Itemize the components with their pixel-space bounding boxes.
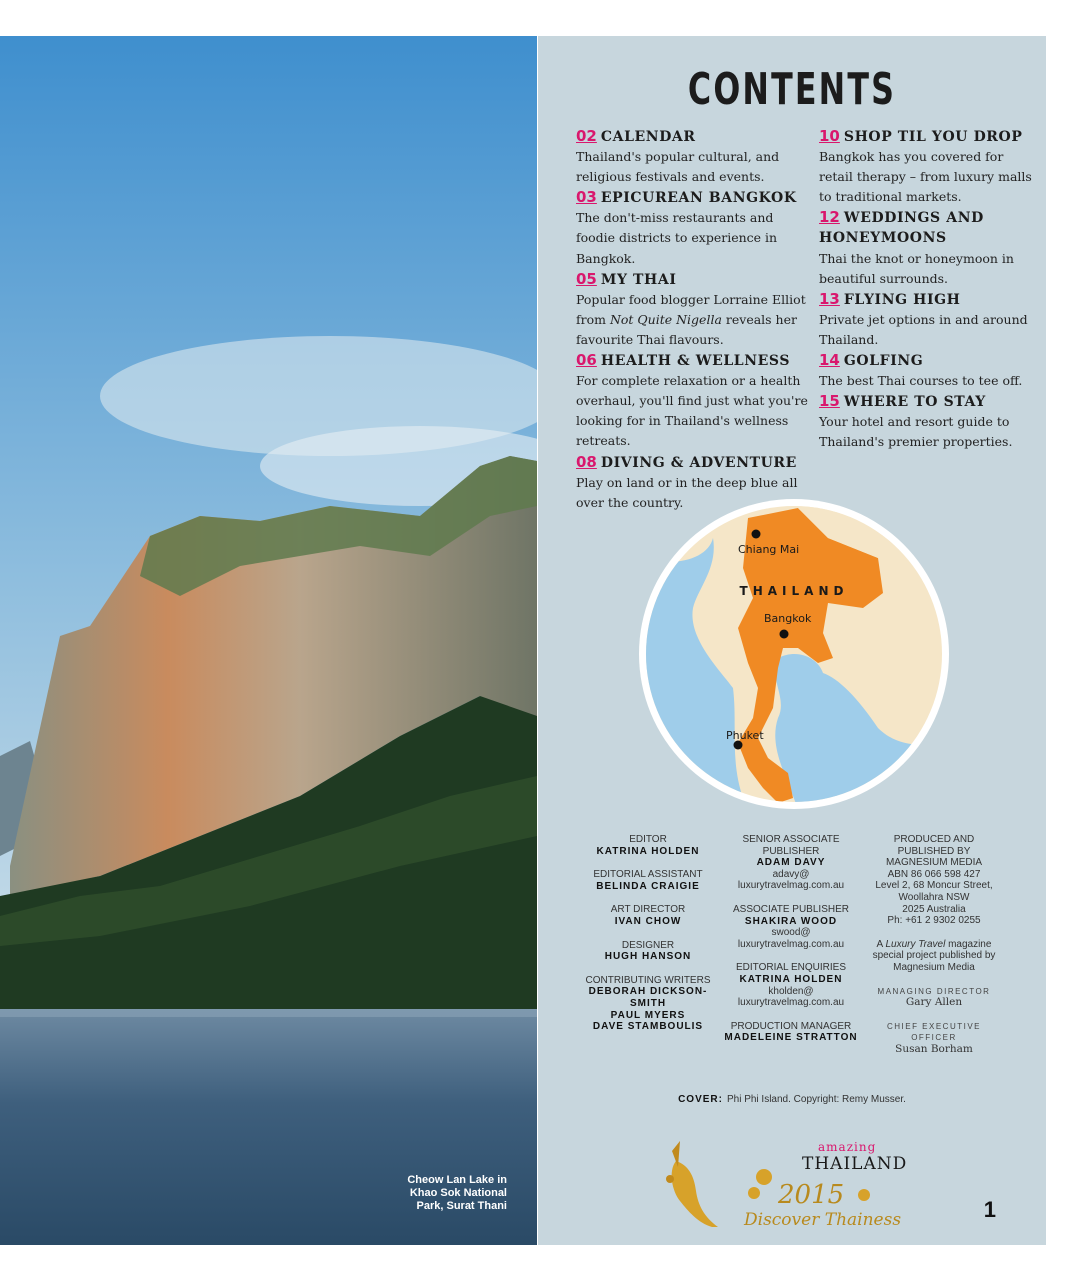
toc-entry-description: The don't-miss restaurants and foodie districts to experience in Bangkok. xyxy=(576,210,778,266)
credit-name: BELINDA CRAIGIE xyxy=(596,880,700,892)
toc-entry-description: For complete relaxation or a health overhaul, you'll find just what you're looking for in Thailand's wellness retreats. xyxy=(576,373,808,449)
toc-entry-title: FLYING HIGH xyxy=(843,291,961,308)
credit-name: DAVE STAMBOULIS xyxy=(592,1021,704,1033)
logo-amazing: amazing xyxy=(818,1140,877,1154)
publisher-phone[interactable]: Ph: +61 2 9302 0255 xyxy=(887,915,981,927)
map-country-label: THAILAND xyxy=(739,584,849,598)
credit-name: Susan Borham xyxy=(895,1042,973,1055)
city-marker-icon xyxy=(752,530,761,539)
credit-name: SHAKIRA WOOD xyxy=(744,915,838,927)
flower-icon xyxy=(756,1169,772,1185)
toc-entry[interactable] xyxy=(576,350,808,451)
toc-entry-description: Popular food blogger Lorraine Elliot from Not Quite Nigella reveals her favourite Thai flavours. xyxy=(576,291,806,347)
publisher-note: A Luxury Travel magazine special project published by Magnesium Media xyxy=(872,938,996,973)
city-marker-icon xyxy=(780,630,789,639)
toc-left-column xyxy=(576,126,808,513)
toc-page-number: 15 xyxy=(819,392,840,411)
toc-entry-description: Your hotel and resort guide to Thailand's premier properties. xyxy=(819,414,1013,450)
map-city-label: Bangkok xyxy=(764,612,812,625)
credit-block xyxy=(578,834,718,857)
credit-email[interactable]: swood@ xyxy=(771,927,811,939)
credit-name: ADAM DAVY xyxy=(756,857,826,869)
credit-role: EDITORIAL ENQUIRIES xyxy=(735,962,847,974)
credits-column-3 xyxy=(864,834,1004,1068)
toc-entry[interactable] xyxy=(576,187,808,268)
credit-role: SENIOR ASSOCIATE PUBLISHER xyxy=(742,834,840,857)
toc-entry-title: CALENDAR xyxy=(600,129,696,145)
toc-entry-description: The best Thai courses to tee off. xyxy=(819,373,1023,389)
toc-entry[interactable] xyxy=(819,391,1039,452)
toc-entry[interactable] xyxy=(819,207,1039,288)
credit-role: DESIGNER xyxy=(621,939,675,951)
publisher-line: PRODUCED AND PUBLISHED BY xyxy=(893,834,975,857)
credit-name: DEBORAH DICKSON-SMITH xyxy=(588,986,708,1009)
toc-entry-description: Bangkok has you covered for retail therapy – from luxury malls to traditional markets. xyxy=(819,149,1032,205)
managing-director-block xyxy=(864,986,1004,1009)
publisher-line: MAGNESIUM MEDIA xyxy=(885,857,983,869)
map-city-label: Phuket xyxy=(726,729,764,742)
credit-block xyxy=(720,834,862,892)
toc-entry-description: Thailand's popular cultural, and religious festivals and events. xyxy=(576,149,780,185)
credits-column-1 xyxy=(578,834,718,1045)
flower-icon xyxy=(748,1187,760,1199)
toc-entry-title: WEDDINGS AND HONEYMOONS xyxy=(819,210,984,247)
credit-email-domain[interactable]: luxurytravelmag.com.au xyxy=(737,880,845,892)
credit-block xyxy=(578,940,718,963)
page-number: 1 xyxy=(983,1197,996,1222)
toc-page-number: 12 xyxy=(819,208,840,227)
credit-name: IVAN CHOW xyxy=(614,915,682,927)
amazing-thailand-logo xyxy=(658,1131,938,1231)
logo-thailand: THAILAND xyxy=(802,1154,908,1174)
toc-page-number: 08 xyxy=(576,452,597,471)
photo-caption: Cheow Lan Lake in Khao Sok National Park, Surat Thani xyxy=(407,1174,507,1212)
toc-entry[interactable] xyxy=(819,289,1039,350)
credit-name: KATRINA HOLDEN xyxy=(739,973,843,985)
publisher-block xyxy=(864,834,1004,927)
credit-role: CHIEF EXECUTIVE OFFICER xyxy=(886,1021,982,1043)
publisher-line: 2025 Australia xyxy=(902,903,966,915)
credit-block xyxy=(720,904,862,950)
credit-email-domain[interactable]: luxurytravelmag.com.au xyxy=(737,997,845,1009)
toc-entry-title: EPICUREAN BANGKOK xyxy=(600,190,797,207)
thailand-map xyxy=(638,498,950,810)
credit-role: EDITOR xyxy=(629,834,667,845)
toc-entry-description: Private jet options in and around Thailand. xyxy=(819,311,1028,347)
logo-year: 2015 xyxy=(778,1180,845,1210)
flower-icon xyxy=(858,1189,870,1201)
publisher-line: ABN 86 066 598 427 xyxy=(887,868,981,880)
cover-credit xyxy=(538,1094,1046,1105)
toc-page-number: 03 xyxy=(576,188,597,207)
credit-role: EDITORIAL ASSISTANT xyxy=(593,869,703,881)
toc-entry[interactable] xyxy=(576,126,808,187)
page-title: CONTENTS xyxy=(687,64,897,115)
credit-email[interactable]: adavy@ xyxy=(772,868,810,880)
toc-entry-title: DIVING & ADVENTURE xyxy=(600,454,797,471)
lake-cliff-image xyxy=(0,36,537,1245)
toc-page-number: 06 xyxy=(576,351,597,370)
credit-block xyxy=(578,869,718,892)
toc-page-number: 10 xyxy=(819,127,840,145)
credit-name: MADELEINE STRATTON xyxy=(724,1032,858,1044)
credit-name: Gary Allen xyxy=(905,996,963,1009)
credit-role: MANAGING DIRECTOR xyxy=(877,986,991,996)
credit-name: PAUL MYERS xyxy=(610,1009,686,1021)
toc-page-number: 05 xyxy=(576,269,597,288)
toc-page-number: 14 xyxy=(819,351,840,370)
toc-right-column xyxy=(819,126,1039,453)
cover-text: Phi Phi Island. Copyright: Remy Musser. xyxy=(726,1094,906,1105)
credit-block xyxy=(720,1021,862,1044)
toc-entry-title: HEALTH & WELLNESS xyxy=(600,353,791,370)
cover-photo xyxy=(0,36,537,1245)
map-city-label: Chiang Mai xyxy=(738,543,800,556)
toc-entry[interactable] xyxy=(576,269,808,350)
toc-entry-description: Play on land or in the deep blue all over the country. xyxy=(576,474,798,510)
credit-email[interactable]: kholden@ xyxy=(768,985,814,997)
toc-entry-title: MY THAI xyxy=(600,271,677,288)
credit-role: ASSOCIATE PUBLISHER xyxy=(733,903,849,915)
credits-column-2 xyxy=(720,834,862,1056)
credit-role: ART DIRECTOR xyxy=(610,904,686,916)
toc-entry-description: Thai the knot or honeymoon in beautiful surrounds. xyxy=(819,250,1014,286)
toc-page-number: 13 xyxy=(819,289,840,308)
toc-page-number: 02 xyxy=(576,127,597,145)
credit-role: PRODUCTION MANAGER xyxy=(730,1020,852,1032)
toc-entry[interactable] xyxy=(819,126,1039,207)
cover-label: COVER: xyxy=(678,1094,723,1105)
credit-block xyxy=(578,904,718,927)
ceo-block xyxy=(864,1021,1004,1056)
credit-name: HUGH HANSON xyxy=(604,951,692,963)
credit-role: CONTRIBUTING WRITERS xyxy=(585,974,711,986)
credit-block xyxy=(578,975,718,1033)
publisher-line: Level 2, 68 Moncur Street, Woollahra NSW xyxy=(875,880,993,903)
credit-email-domain[interactable]: luxurytravelmag.com.au xyxy=(737,938,845,950)
contents-panel xyxy=(538,36,1046,1245)
toc-entry[interactable] xyxy=(819,350,1039,391)
credit-block xyxy=(720,962,862,1008)
logo-tagline: Discover Thainess xyxy=(744,1210,902,1230)
toc-entry-title: WHERE TO STAY xyxy=(843,394,986,411)
toc-entry-title: SHOP TIL YOU DROP xyxy=(843,129,1023,145)
toc-entry-title: GOLFING xyxy=(843,353,924,370)
credit-name: KATRINA HOLDEN xyxy=(596,845,700,857)
